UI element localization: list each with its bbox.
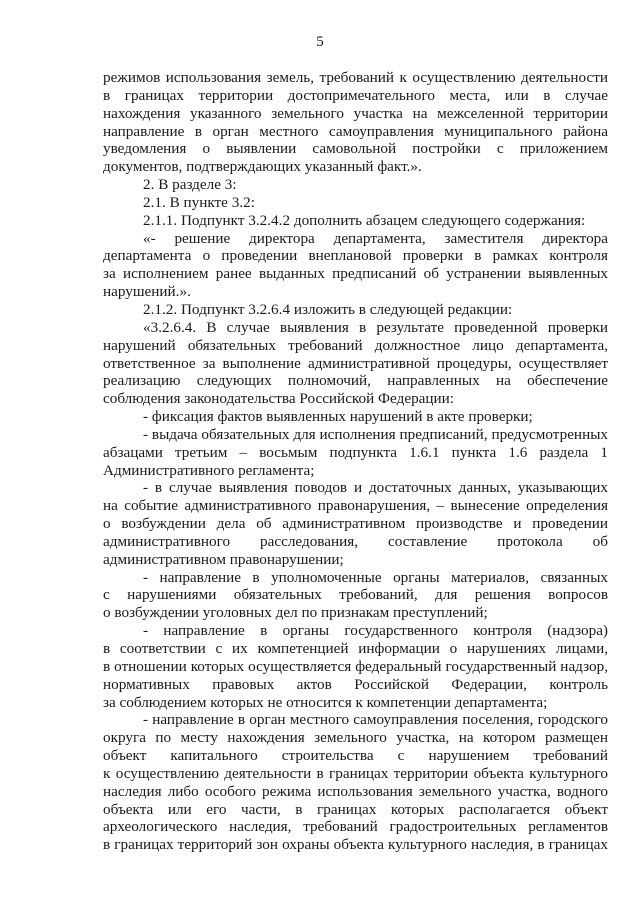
text-line: в отношении которых осуществляется федеральный государственный надзор,: [103, 657, 608, 675]
text-line: «- решение директора департамента, заместителя директора: [143, 229, 608, 247]
text-line: документов, подтверждающих указанный факт.».: [103, 158, 422, 176]
text-line: на событие административного правонарушения, – вынесение определения: [103, 497, 608, 515]
text-line: нормативных правовых актов Российской Федерации, контроль: [103, 675, 608, 693]
text-line: объекта или его части, в границах которых располагается объект: [103, 800, 608, 818]
text-line: за исполнением ранее выданных предписаний об устранении выявленных: [103, 265, 608, 283]
text-line: административном правонарушении;: [103, 550, 344, 568]
text-line: соблюдения законодательства Российской Федерации:: [103, 390, 455, 408]
text-line: абзацами третьим – восьмым подпункта 1.6.1 пункта 1.6 раздела 1: [103, 443, 608, 461]
page-number: 5: [316, 34, 324, 50]
text-line: 2.1. В пункте 3.2:: [143, 193, 255, 211]
text-line: департамента о проведении внеплановой проверки в рамках контроля: [103, 247, 608, 265]
text-line: в границах территорий зон охраны объекта культурного наследия, в границах: [103, 836, 608, 854]
text-line: о возбуждении дела об административном производстве и проведении: [103, 515, 608, 533]
text-line: - фиксация фактов выявленных нарушений в акте проверки;: [143, 408, 533, 426]
text-line: за соблюдением которых не относится к компетенции департамента;: [103, 693, 548, 711]
text-line: о возбуждении уголовных дел по признакам преступлений;: [103, 604, 488, 622]
text-line: - направление в органы государственного контроля (надзора): [143, 622, 608, 640]
text-line: наследия либо особого режима использования земельного участка, водного: [103, 782, 608, 800]
text-line: к осуществлению деятельности в границах территории объекта культурного: [103, 764, 608, 782]
text-line: округа по месту нахождения земельного участка, на котором размещен: [103, 729, 608, 747]
text-line: с нарушениями обязательных требований, для решения вопросов: [103, 586, 608, 604]
text-line: 2.1.2. Подпункт 3.2.6.4 изложить в следующей редакции:: [143, 300, 513, 318]
text-line: административного расследования, составление протокола об: [103, 532, 608, 550]
text-line: - направление в орган местного самоуправления поселения, городского: [143, 711, 608, 729]
text-line: в границах территории достопримечательного места, или в случае: [103, 86, 608, 104]
text-line: - направление в уполномоченные органы материалов, связанных: [143, 568, 608, 586]
document-body: [103, 69, 608, 854]
text-line: в соответствии с их компетенцией информации о нарушениях лицами,: [103, 640, 608, 657]
text-line: реализацию следующих полномочий, направленных на обеспечение: [103, 372, 608, 390]
text-line: 2.1.1. Подпункт 3.2.4.2 дополнить абзацем следующего содержания:: [143, 211, 586, 229]
text-line: нарушений обязательных требований должностное лицо департамента,: [103, 336, 608, 354]
text-line: нарушений.».: [103, 283, 191, 301]
text-line: 2. В разделе 3:: [143, 176, 237, 194]
text-line: Административного регламента;: [103, 461, 315, 479]
text-line: археологического наследия, требований градостроительных регламентов: [103, 818, 608, 836]
text-line: - выдача обязательных для исполнения предписаний, предусмотренных: [143, 425, 608, 443]
text-line: направление в орган местного самоуправления муниципального района: [103, 122, 608, 140]
text-line: ответственное за выполнение административной процедуры, осуществляет: [103, 354, 608, 372]
text-line: объект капитального строительства с нарушением требований: [103, 747, 608, 765]
text-line: - в случае выявления поводов и достаточных данных, указывающих: [143, 479, 608, 497]
text-line: режимов использования земель, требований к осуществлению деятельности: [103, 69, 608, 86]
text-line: «3.2.6.4. В случае выявления в результате проведенной проверки: [143, 318, 608, 336]
text-line: нахождения указанного земельного участка на межселенной территории: [103, 104, 608, 122]
text-line: уведомления о выявлении самовольной постройки с приложением: [103, 140, 608, 158]
